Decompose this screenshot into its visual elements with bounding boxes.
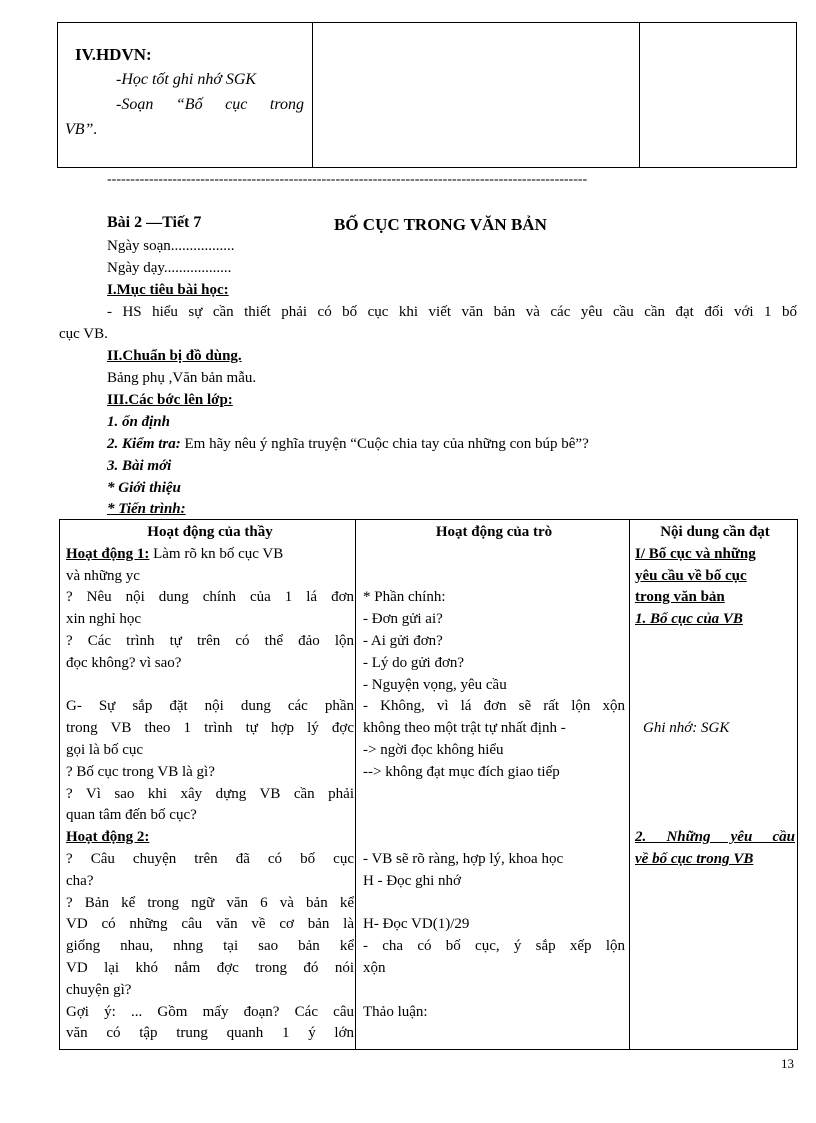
step-check-label: 2. Kiểm tra: (107, 436, 181, 452)
homework-line: VB”. (65, 121, 98, 138)
prep-heading: II.Chuẩn bị đồ dùng. (107, 348, 242, 364)
section-1-title: I/ Bố cục và những (635, 545, 756, 562)
student-row: không theo một trật tự nhất định - (363, 720, 566, 737)
teacher-row: cha? (66, 872, 94, 889)
homework-line: -Soạn “Bố cục trong (116, 96, 304, 113)
student-row: -> ngời đọc không hiểu (363, 741, 504, 758)
student-row: - cha có bố cục, ý sắp xếp lộn (363, 938, 625, 955)
student-column (363, 522, 625, 1023)
step-stabilize: 1. ổn định (107, 414, 170, 430)
teacher-row: ? Các trình tự trên có thể đảo lộn (66, 632, 354, 649)
objectives-heading: I.Mục tiêu bài học: (107, 282, 229, 298)
student-row: xộn (363, 959, 386, 976)
header-content: Nội dung cần đạt (660, 524, 770, 540)
page-number: 13 (781, 1056, 794, 1071)
teacher-row (66, 544, 354, 566)
lesson-code: Bài 2 —Tiết 7 (107, 214, 202, 231)
teacher-row: G- Sự sắp đặt nội dung các phần (66, 698, 354, 715)
teacher-row: VD có những câu văn về cơ bản là (66, 916, 354, 933)
activity-1-label: Hoạt động 1: (66, 545, 150, 562)
teacher-row: ? Bố cục trong VB là gì? (66, 763, 215, 780)
step-check-text: Em hãy nêu ý nghĩa truyện “Cuộc chia tay của những con búp bê”? (180, 436, 589, 452)
content-column (635, 522, 795, 871)
student-row: - Lý do gửi đơn? (363, 654, 465, 671)
homework-line: -Học tốt ghi nhớ SGK (116, 71, 257, 88)
header-teacher: Hoạt động của thầy (147, 524, 273, 540)
teacher-row: ? Câu chuyện trên đã có bố cục (66, 850, 354, 867)
teacher-row (66, 675, 354, 697)
teacher-row: ? Vì sao khi xây dựng VB cần phải (66, 785, 354, 802)
homework-heading: IV.HDVN: (75, 45, 152, 64)
homework-table (57, 22, 797, 168)
teacher-column (66, 522, 354, 1045)
teacher-row: xin nghỉ học (66, 611, 141, 628)
table-divider (355, 520, 356, 1049)
student-row: - Nguyện vọng, yêu cầu (363, 676, 507, 693)
section-1-title: yêu cầu về bố cục (635, 567, 747, 584)
process: * Tiến trình: (107, 501, 186, 517)
student-row: - Đơn gửi ai? (363, 611, 443, 628)
student-row: H - Đọc ghi nhớ (363, 872, 461, 889)
table-divider (312, 23, 313, 167)
subsection-1: 1. Bố cục của VB (635, 611, 743, 628)
section-1-title: trong văn bản (635, 589, 725, 606)
student-row: Thảo luận: (363, 1003, 428, 1020)
student-row: H- Đọc VD(1)/29 (363, 916, 470, 933)
teacher-row: ? Bản kể trong ngữ văn 6 và bản kể (66, 894, 354, 911)
header-student: Hoạt động của trò (435, 524, 553, 540)
steps-heading: III.Các bớc lên lớp: (107, 392, 233, 408)
teacher-row: quan tâm đến bố cục? (66, 807, 197, 824)
prep-date: Ngày soạn................. (107, 238, 235, 254)
student-row: - Ai gửi đơn? (363, 632, 443, 649)
student-row: - VB sẽ rõ ràng, hợp lý, khoa học (363, 850, 564, 867)
objectives-text: - HS hiểu sự cần thiết phải có bố cục khi viết văn bản và các yêu cầu cần đạt đối với 1 bố (107, 304, 797, 320)
activity-1-text: Làm rõ kn bố cục VB (149, 545, 284, 562)
prep-text: Bảng phụ ,Văn bản mẫu. (107, 370, 257, 386)
table-divider (629, 520, 630, 1049)
teacher-row: giống nhau, nhng tại sao bản kể (66, 938, 354, 955)
intro: * Giới thiệu (107, 480, 181, 496)
lesson-title: BỐ CỤC TRONG VĂN BẢN (334, 215, 547, 234)
note-sgk: Ghi nhớ: SGK (643, 720, 730, 737)
activity-2-label: Hoạt động 2: (66, 829, 150, 846)
step-new-lesson: 3. Bài mới (107, 458, 172, 474)
teacher-row: ? Nêu nội dung chính của 1 lá đơn (66, 589, 354, 606)
teacher-row: trong VB theo 1 trình tự hợp lý đợc (66, 720, 354, 737)
step-check (107, 434, 589, 454)
teacher-row: và những yc (66, 567, 140, 584)
subsection-2: về bố cục trong VB (635, 850, 754, 867)
table-divider (639, 23, 640, 167)
teacher-row: gọi là bố cục (66, 741, 144, 758)
activity-table (59, 519, 798, 1050)
separator-line: ------------------------------------------------------------------------------------------------------- (107, 172, 588, 187)
objectives-text: cục VB. (59, 326, 108, 342)
teacher-row: văn có tập trung quanh 1 ý lớn (66, 1025, 354, 1042)
teacher-row: chuyện gì? (66, 981, 132, 998)
teacher-row: Gợi ý: ... Gồm mấy đoạn? Các câu (66, 1003, 354, 1020)
student-row: - Không, vì lá đơn sẽ rất lộn xộn (363, 698, 625, 715)
teacher-row: VD lại khó nắm đợc trong đó nói (66, 959, 354, 976)
student-row: --> không đạt mục đích giao tiếp (363, 763, 560, 780)
student-row: * Phần chính: (363, 589, 446, 606)
teach-date: Ngày dạy.................. (107, 260, 232, 276)
subsection-2: 2. Những yêu cầu (635, 829, 795, 846)
teacher-row: đọc không? vì sao? (66, 654, 182, 671)
